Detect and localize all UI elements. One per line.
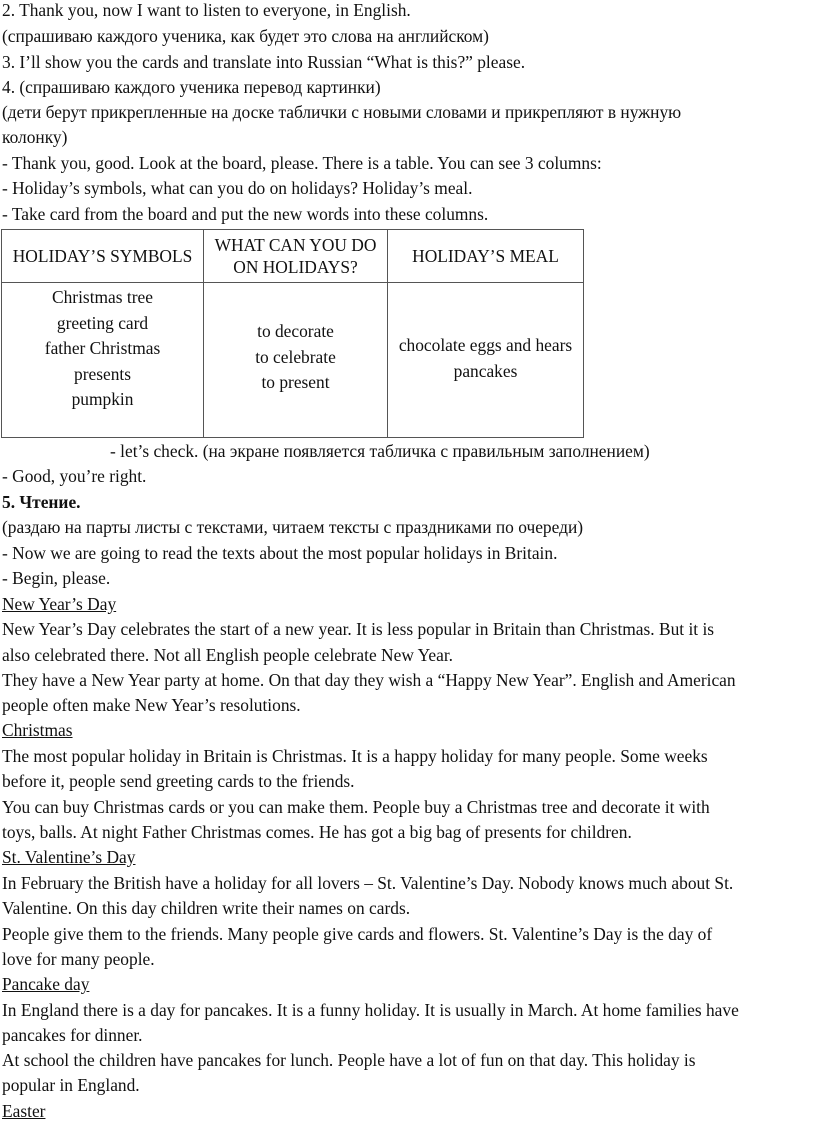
intro-line-1: 2. Thank you, now I want to listen to everyone, in English. xyxy=(2,0,411,20)
easter-title: Easter xyxy=(2,1101,46,1121)
pancake-title: Pancake day xyxy=(2,974,90,994)
begin-line: - Begin, please. xyxy=(2,568,111,588)
list-item: pancakes xyxy=(453,360,518,381)
christmas-line-4: toys, balls. At night Father Christmas comes. He has got a big bag of presents for children. xyxy=(2,822,632,842)
pancake-line-4: popular in England. xyxy=(2,1075,140,1095)
pancake-line-3: At school the children have pancakes for lunch. People have a lot of fun on that day. This holiday is xyxy=(2,1050,696,1070)
valentine-line-3: People give them to the friends. Many people give cards and flowers. St. Valentine’s Day is the day of xyxy=(2,924,713,944)
good-line: - Good, you’re right. xyxy=(2,466,147,486)
symbols-cell xyxy=(2,283,204,438)
christmas-title: Christmas xyxy=(2,720,73,740)
intro-line-4: 4. (спрашиваю каждого ученика перевод картинки) xyxy=(2,77,381,97)
check-line: - let’s check. (на экране появляется табличка с правильным заполнением) xyxy=(110,441,650,461)
christmas-line-1: The most popular holiday in Britain is Christmas. It is a happy holiday for many people. Some weeks xyxy=(2,746,708,766)
meals-cell xyxy=(388,283,584,438)
valentine-line-2: Valentine. On this day children write their names on cards. xyxy=(2,898,411,918)
intro-line-6: колонку) xyxy=(2,127,68,147)
now-read-line: - Now we are going to read the texts about the most popular holidays in Britain. xyxy=(2,543,558,563)
table-row xyxy=(2,283,584,438)
valentine-line-4: love for many people. xyxy=(2,949,155,969)
list-item: greeting card xyxy=(56,312,149,333)
intro-line-3: 3. I’ll show you the cards and translate into Russian “What is this?” please. xyxy=(2,52,526,72)
reading-heading: 5. Чтение. xyxy=(2,492,81,512)
list-item: chocolate eggs and hears xyxy=(398,335,573,355)
new-year-line-4: people often make New Year’s resolutions. xyxy=(2,695,301,715)
intro-line-7: - Thank you, good. Look at the board, please. There is a table. You can see 3 columns: xyxy=(2,153,602,173)
holiday-table xyxy=(1,229,584,438)
intro-line-9: - Take card from the board and put the new words into these columns. xyxy=(2,204,489,224)
christmas-line-3: You can buy Christmas cards or you can make them. People buy a Christmas tree and decorate it with xyxy=(2,797,710,817)
new-year-line-2: also celebrated there. Not all English people celebrate New Year. xyxy=(2,645,454,665)
list-item: to celebrate xyxy=(255,346,336,367)
valentine-line-1: In February the British have a holiday for all lovers – St. Valentine’s Day. Nobody knows much about St. xyxy=(2,873,734,893)
list-item: to decorate xyxy=(257,321,334,341)
header-meal: HOLIDAY’S MEAL xyxy=(388,230,584,283)
pancake-line-2: pancakes for dinner. xyxy=(2,1025,143,1045)
new-year-line-3: They have a New Year party at home. On that day they wish a “Happy New Year”. English and American xyxy=(2,670,736,690)
intro-line-5: (дети берут прикрепленные на доске таблички с новыми словами и прикрепляют в нужную xyxy=(2,102,682,122)
new-year-line-1: New Year’s Day celebrates the start of a new year. It is less popular in Britain than Christmas. But it is xyxy=(2,619,715,639)
christmas-line-2: before it, people send greeting cards to the friends. xyxy=(2,771,355,791)
valentine-title: St. Valentine’s Day xyxy=(2,847,136,867)
table-header-row xyxy=(2,230,584,283)
intro-line-8: - Holiday’s symbols, what can you do on holidays? Holiday’s meal. xyxy=(2,178,473,198)
intro-line-2: (спрашиваю каждого ученика, как будет это слова на английском) xyxy=(2,26,489,46)
new-year-title: New Year’s Day xyxy=(2,594,117,614)
reading-note: (раздаю на парты листы с текстами, читаем тексты с праздниками по очереди) xyxy=(2,517,584,537)
list-item: presents xyxy=(74,363,131,384)
list-item: father Christmas xyxy=(44,338,161,358)
activities-cell xyxy=(204,283,388,438)
header-activities: WHAT CAN YOU DO ON HOLIDAYS? xyxy=(204,230,388,283)
list-item: Christmas tree xyxy=(52,287,153,307)
header-symbols: HOLIDAY’S SYMBOLS xyxy=(2,230,204,283)
pancake-line-1: In England there is a day for pancakes. It is a funny holiday. It is usually in March. At home families have xyxy=(2,1000,739,1020)
list-item: to present xyxy=(261,372,330,392)
list-item: pumpkin xyxy=(71,389,134,409)
